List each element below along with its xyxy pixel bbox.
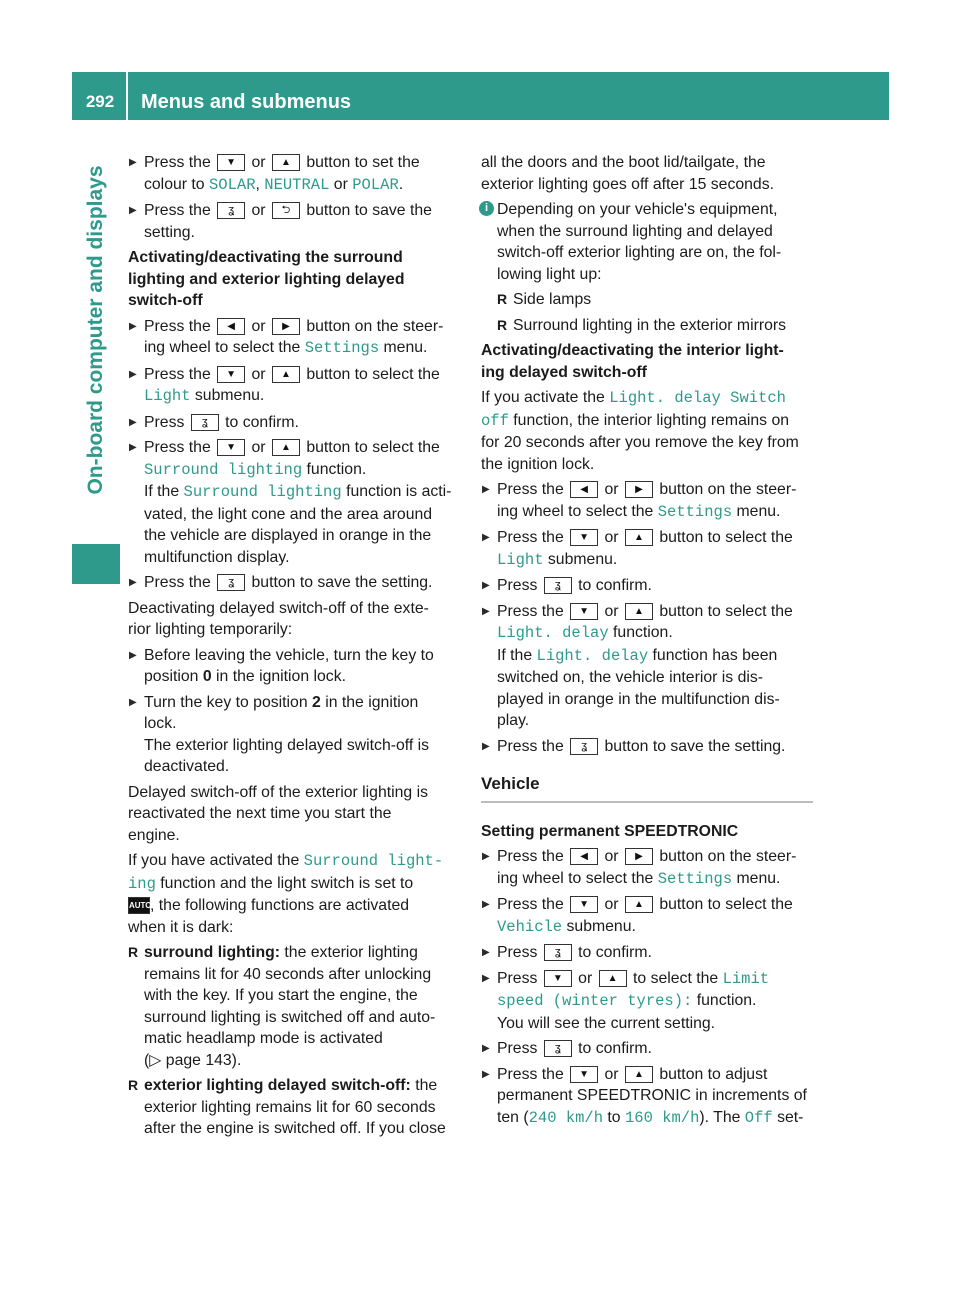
heading-surround-lighting: Activating/deactivating the surround lighting and exterior lighting delayed switch-off bbox=[128, 249, 405, 309]
side-label bbox=[72, 130, 120, 530]
display-vehicle: Vehicle bbox=[497, 917, 563, 936]
down-button-icon: ▼ bbox=[570, 529, 598, 546]
right-button-icon: ▶ bbox=[625, 848, 653, 865]
display-light-delay-switch: off bbox=[481, 411, 509, 430]
step-select-light: ▶ Press the ▼ or ▲ button to select the Light submenu. bbox=[128, 364, 460, 408]
display-polar: POLAR bbox=[352, 175, 399, 194]
step-confirm: ▶ Press ʓ to confirm. bbox=[481, 575, 813, 597]
display-surround-lighting: ing bbox=[128, 874, 156, 893]
step-before-leaving: ▶ Before leaving the vehicle, turn the key to position 0 in the ignition lock. bbox=[128, 645, 460, 688]
ok-button-icon: ʓ bbox=[544, 1040, 572, 1057]
step-save-setting: ▶ Press the ʓ button to save the setting. bbox=[481, 736, 813, 758]
step-select-vehicle: ▶ Press the ▼ or ▲ button to select the Vehicle submenu. bbox=[481, 894, 813, 938]
step-save-setting: ▶ Press the ʓ button to save the setting. bbox=[128, 572, 460, 594]
ok-button-icon: ʓ bbox=[544, 577, 572, 594]
ok-button-icon: ʓ bbox=[191, 414, 219, 431]
step-select-settings: ▶ Press the ◀ or ▶ button on the steer- ing wheel to select the Settings menu. bbox=[128, 316, 460, 360]
right-button-icon: ▶ bbox=[272, 318, 300, 335]
step-confirm: ▶ Press ʓ to confirm. bbox=[481, 942, 813, 964]
up-button-icon: ▲ bbox=[625, 529, 653, 546]
paragraph-reactivate: Delayed switch-off of the exterior lighting is reactivated the next time you start the engine. bbox=[128, 783, 428, 844]
up-button-icon: ▲ bbox=[272, 439, 300, 456]
right-column bbox=[481, 152, 813, 1133]
bullet-mirror-lighting: R Surround lighting in the exterior mirrors bbox=[497, 315, 813, 337]
down-button-icon: ▼ bbox=[217, 439, 245, 456]
page-title: Menus and submenus bbox=[141, 91, 352, 113]
step-adjust-speed: ▶ Press the ▼ or ▲ button to adjust permanent SPEEDTRONIC in increments of ten (240 km/h to 160 km/h). The Off set- bbox=[481, 1064, 813, 1130]
step-select-light: ▶ Press the ▼ or ▲ button to select the Light submenu. bbox=[481, 527, 813, 571]
display-neutral: NEUTRAL bbox=[264, 175, 330, 194]
ok-button-icon: ʓ bbox=[217, 574, 245, 591]
page-number: 292 bbox=[85, 92, 115, 111]
step-select-settings: ▶ Press the ◀ or ▶ button on the steer- ing wheel to select the Settings menu. bbox=[481, 479, 813, 523]
display-surround-lighting: Surround light‐ bbox=[303, 852, 444, 870]
display-limit-speed: Limit bbox=[722, 969, 770, 988]
step-select-surround: ▶ Press the ▼ or ▲ button to select the Surround lighting function. If the Surround lighting function is acti- vated, the light cone and the area around the vehicle are displayed in orange in the multifunction display. bbox=[128, 437, 460, 568]
display-light-delay-switch: Light. delay Switch bbox=[609, 389, 786, 407]
right-button-icon: ▶ bbox=[625, 481, 653, 498]
display-settings: Settings bbox=[657, 869, 733, 888]
step-select-settings: ▶ Press the ◀ or ▶ button on the steer- ing wheel to select the Settings menu. bbox=[481, 846, 813, 890]
paragraph-deactivate: Deactivating delayed switch-off of the exte- rior lighting temporarily: bbox=[128, 599, 429, 638]
display-light: Light bbox=[497, 550, 544, 569]
heading-speedtronic: Setting permanent SPEEDTRONIC bbox=[481, 822, 739, 840]
up-button-icon: ▲ bbox=[625, 896, 653, 913]
display-limit-speed: speed (winter tyres): bbox=[497, 992, 693, 1010]
paragraph-interior-activate: If you activate the Light. delay Switch off function, the interior lighting remains on for 20 seconds after you remove the key from the ignition lock. bbox=[481, 389, 799, 473]
display-settings: Settings bbox=[304, 339, 380, 357]
step-save-colour: ▶ Press the ʓ or ⮌ button to save the setting. bbox=[128, 200, 460, 243]
side-label-text: On-board computer and displays bbox=[84, 165, 107, 495]
auto-light-icon: AUTO bbox=[128, 897, 150, 914]
down-button-icon: ▼ bbox=[570, 1066, 598, 1083]
up-button-icon: ▲ bbox=[599, 970, 627, 987]
side-color-block bbox=[72, 544, 120, 584]
step-turn-key: ▶ Turn the key to position 2 in the ignition lock. The exterior lighting delayed switch-off is deactivated. bbox=[128, 692, 460, 778]
left-button-icon: ◀ bbox=[570, 848, 598, 865]
down-button-icon: ▼ bbox=[570, 603, 598, 620]
left-button-icon: ◀ bbox=[217, 318, 245, 335]
down-button-icon: ▼ bbox=[570, 896, 598, 913]
info-note: i Depending on your vehicle's equipment, when the surround lighting and delayed switch-off exterior lighting are on, the fol- lowing light up: bbox=[481, 199, 813, 285]
down-button-icon: ▼ bbox=[217, 366, 245, 383]
display-light-delay: Light. delay bbox=[497, 624, 609, 642]
ok-button-icon: ʓ bbox=[544, 944, 572, 961]
paragraph-if-activated: If you have activated the Surround light‐ ing function and the light switch is set to AUTO, the following functions are activated when it is dark: bbox=[128, 852, 444, 936]
paragraph-continuation: all the doors and the boot lid/tailgate, the exterior lighting goes off after 15 seconds. bbox=[481, 154, 775, 193]
display-light: Light bbox=[144, 387, 191, 405]
step-select-limit: ▶ Press ▼ or ▲ to select the Limit speed (winter tyres): function. You will see the current setting. bbox=[481, 968, 813, 1035]
section-vehicle: Vehicle bbox=[481, 773, 813, 803]
up-button-icon: ▲ bbox=[272, 154, 300, 171]
step-confirm: ▶ Press ʓ to confirm. bbox=[128, 412, 460, 434]
heading-interior-lighting: Activating/deactivating the interior light- ing delayed switch-off bbox=[481, 342, 784, 381]
ok-button-icon: ʓ bbox=[570, 738, 598, 755]
header-divider bbox=[126, 72, 128, 120]
bullet-surround-lighting: R surround lighting: the exterior lighting remains lit for 40 seconds after unlocking with the key. If you start the engine, the surround lighting is switched off and auto- matic headlamp mode is activated (▷ page 143). bbox=[128, 942, 460, 1071]
info-icon: i bbox=[479, 201, 494, 216]
ok-button-icon: ʓ bbox=[217, 202, 245, 219]
bullet-exterior-delayed: R exterior lighting delayed switch-off: the exterior lighting remains lit for 60 seconds after the engine is switched off. If you close bbox=[128, 1075, 460, 1140]
page-reference-link[interactable]: (▷ page 143). bbox=[144, 1051, 242, 1069]
step-set-colour: ▶ Press the ▼ or ▲ button to set the colour to SOLAR, NEUTRAL or POLAR. bbox=[128, 152, 460, 196]
display-surround-lighting: Surround lighting bbox=[144, 460, 303, 479]
up-button-icon: ▲ bbox=[272, 366, 300, 383]
step-select-light-delay: ▶ Press the ▼ or ▲ button to select the Light. delay function. If the Light. delay function has been switched on, the vehicle interior is dis- played in orange in the multifunction dis- play. bbox=[481, 601, 813, 732]
back-button-icon: ⮌ bbox=[272, 202, 300, 219]
bullet-side-lamps: R Side lamps bbox=[497, 289, 813, 311]
up-button-icon: ▲ bbox=[625, 603, 653, 620]
left-column bbox=[128, 152, 460, 1144]
display-settings: Settings bbox=[657, 502, 733, 521]
down-button-icon: ▼ bbox=[217, 154, 245, 171]
display-160-kmh: 160 km/h bbox=[625, 1108, 700, 1127]
display-light-delay: Light. delay bbox=[536, 646, 649, 665]
down-button-icon: ▼ bbox=[544, 970, 572, 987]
left-button-icon: ◀ bbox=[570, 481, 598, 498]
display-solar: SOLAR bbox=[208, 175, 256, 194]
step-confirm: ▶ Press ʓ to confirm. bbox=[481, 1038, 813, 1060]
up-button-icon: ▲ bbox=[625, 1066, 653, 1083]
display-surround-lighting: Surround lighting bbox=[183, 483, 342, 501]
display-240-kmh: 240 km/h bbox=[528, 1108, 604, 1127]
display-off: Off bbox=[744, 1108, 773, 1127]
